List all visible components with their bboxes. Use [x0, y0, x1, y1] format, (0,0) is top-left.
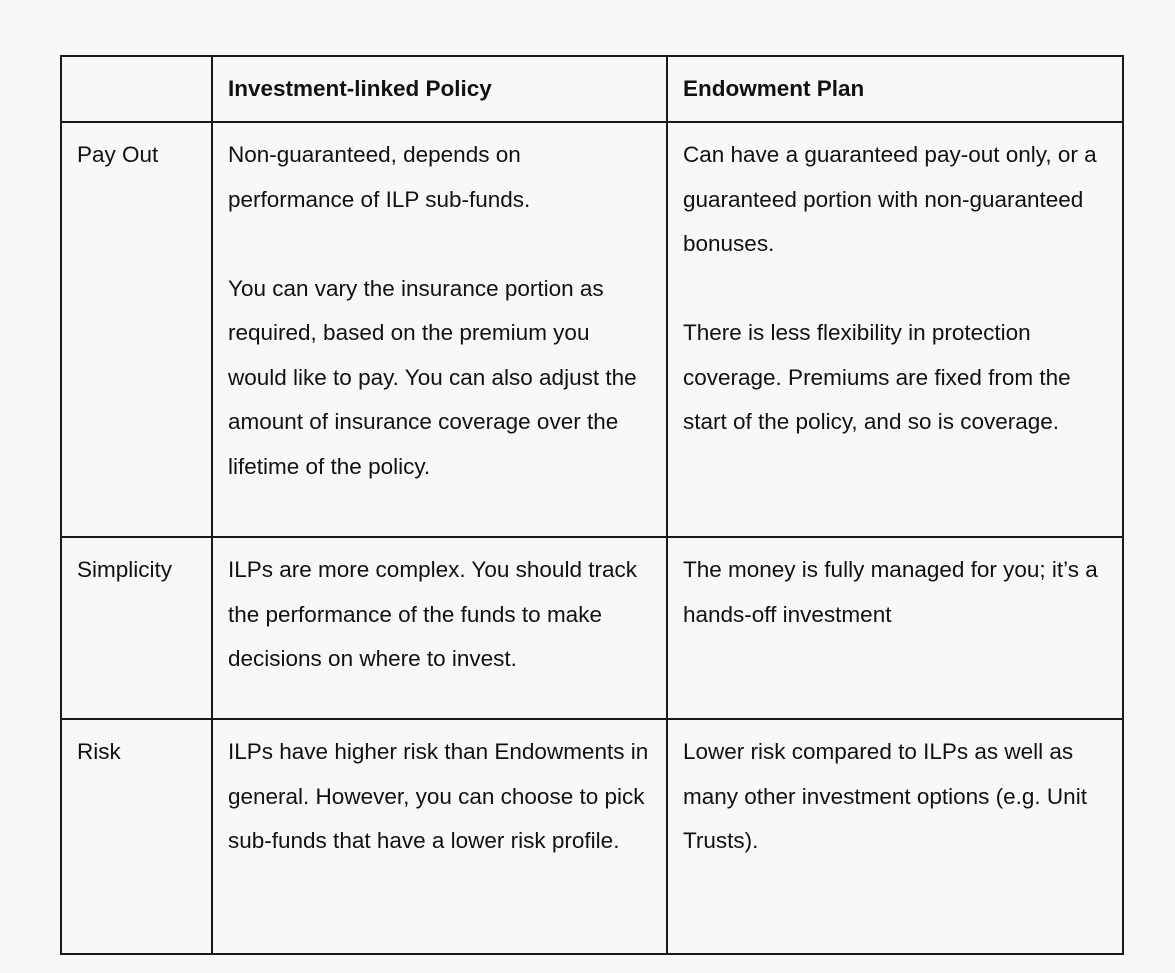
- table-row-simplicity: [61, 537, 1123, 719]
- cell-endowment-risk: [667, 719, 1123, 954]
- cell-paragraph: ILPs are more complex. You should track the performance of the funds to make decisions on where to invest.: [228, 557, 637, 671]
- cell-endowment-simplicity: [667, 537, 1123, 719]
- table-row-pay-out: [61, 122, 1123, 537]
- cell-paragraph: Lower risk compared to ILPs as well as many other investment options (e.g. Unit Trusts).: [683, 739, 1087, 853]
- header-endowment-plan: Endowment Plan: [667, 56, 1123, 122]
- cell-paragraph: ILPs have higher risk than Endowments in general. However, you can choose to pick sub-funds that have a lower risk profile.: [228, 739, 649, 853]
- cell-paragraph: You can vary the insurance portion as required, based on the premium you would like to pay. You can also adjust the amount of insurance coverage over the lifetime of the policy.: [228, 275, 637, 479]
- cell-ilp-simplicity: [212, 537, 667, 719]
- cell-ilp-pay-out: [212, 122, 667, 537]
- cell-ilp-risk: [212, 719, 667, 954]
- row-label-pay-out: Pay Out: [61, 122, 212, 537]
- row-label-risk: Risk: [61, 719, 212, 954]
- header-investment-linked-policy: Investment-linked Policy: [212, 56, 667, 122]
- row-label-simplicity: Simplicity: [61, 537, 212, 719]
- header-blank-cell: [61, 56, 212, 122]
- header-row: [61, 56, 1123, 122]
- cell-paragraph: Can have a guaranteed pay-out only, or a guaranteed portion with non-guaranteed bonuses.: [683, 142, 1097, 256]
- cell-paragraph: Non-guaranteed, depends on performance of ILP sub-funds.: [228, 142, 531, 212]
- table-row-risk: [61, 719, 1123, 954]
- cell-endowment-pay-out: [667, 122, 1123, 537]
- comparison-table: [60, 55, 1124, 955]
- cell-paragraph: There is less flexibility in protection coverage. Premiums are fixed from the start of the policy, and so is coverage.: [683, 320, 1071, 434]
- cell-paragraph: The money is fully managed for you; it’s a hands-off investment: [683, 557, 1098, 627]
